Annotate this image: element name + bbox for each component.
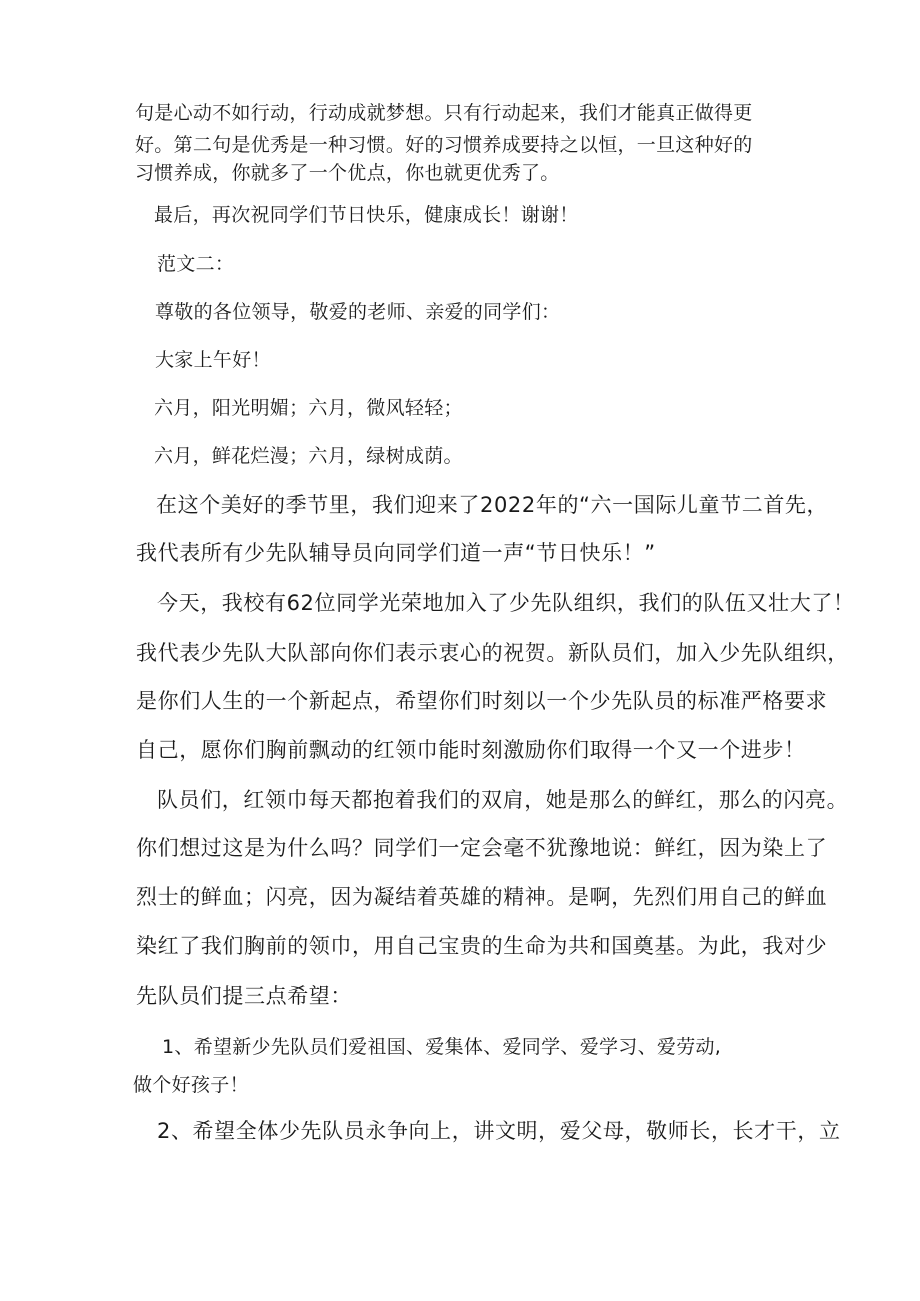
paragraph-line: 队员们，红领巾每天都抱着我们的双肩，她是那么的鲜红，那么的闪亮。: [157, 788, 849, 812]
list-item: 1、希望新少先队员们爱祖国、爱集体、爱同学、爱学习、爱劳动,: [162, 1036, 722, 1058]
paragraph-line: 好。第二句是优秀是一种习惯。好的习惯养成要持之以恒，一旦这种好的: [135, 134, 753, 156]
paragraph-line: 在这个美好的季节里，我们迎来了2022年的“六一国际儿童节二首先，: [156, 493, 829, 517]
paragraph-line: 六月，鲜花烂漫；六月，绿树成荫。: [154, 445, 463, 467]
paragraph-line: 是你们人生的一个新起点，希望你们时刻以一个少先队员的标准严格要求: [136, 689, 828, 713]
paragraph-line: 习惯养成，你就多了一个优点，你也就更优秀了。: [135, 162, 560, 184]
paragraph-line: 句是心动不如行动，行动成就梦想。只有行动起来，我们才能真正做得更: [135, 102, 753, 124]
paragraph-line: 今天，我校有62位同学光荣地加入了少先队组织，我们的队伍又壮大了！: [157, 591, 855, 615]
paragraph-line: 染红了我们胸前的领巾，用自己宝贵的生命为共和国奠基。为此，我对少: [136, 934, 828, 958]
paragraph-line: 你们想过这是为什么吗？同学们一定会毫不犹豫地说：鲜红，因为染上了: [136, 836, 828, 860]
salutation: 尊敬的各位领导，敬爱的老师、亲爱的同学们：: [155, 301, 561, 323]
paragraph-line: 最后，再次祝同学们节日快乐，健康成长！谢谢！: [154, 204, 579, 226]
paragraph-line: 烈士的鲜血；闪亮，因为凝结着英雄的精神。是啊，先烈们用自己的鲜血: [136, 885, 828, 909]
paragraph-line: 我代表所有少先队辅导员向同学们道一声“节日快乐！”: [136, 541, 656, 565]
paragraph-line: 六月，阳光明媚；六月，微风轻轻；: [154, 397, 463, 419]
list-item: 做个好孩子！: [133, 1074, 249, 1096]
section-heading: 范文二：: [157, 253, 235, 275]
greeting: 大家上午好！: [155, 349, 271, 371]
paragraph-line: 我代表少先队大队部向你们表示衷心的祝贺。新队员们，加入少先队组织，: [136, 641, 849, 665]
paragraph-line: 先队员们提三点希望：: [136, 984, 352, 1008]
list-item: 2、希望全体少先队员永争向上，讲文明，爱父母，敬师长，长才干，立: [157, 1119, 841, 1143]
paragraph-line: 自己，愿你们胸前飘动的红领巾能时刻激励你们取得一个又一个进步！: [136, 738, 806, 762]
